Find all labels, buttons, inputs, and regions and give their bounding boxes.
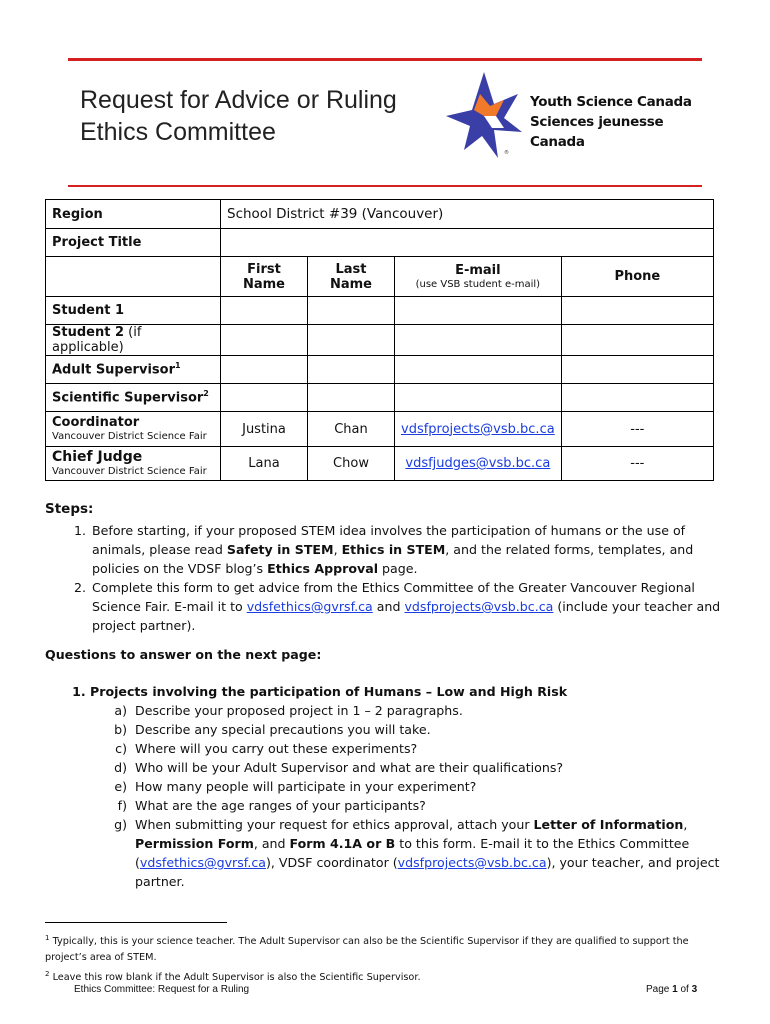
student-1-label: Student 1	[46, 297, 221, 325]
adult-supervisor-first[interactable]	[221, 356, 308, 384]
registered-mark: ®	[504, 150, 509, 156]
adult-supervisor-last[interactable]	[308, 356, 395, 384]
ethics-approval: Ethics Approval	[267, 561, 379, 576]
adult-supervisor-label	[46, 356, 221, 384]
region-value[interactable]: School District #39 (Vancouver)	[221, 200, 714, 229]
scientific-supervisor-email[interactable]	[395, 384, 562, 412]
chief-judge-sub: Vancouver District Science Fair	[52, 466, 207, 477]
row-student-2	[46, 325, 714, 356]
row-coordinator	[46, 412, 714, 447]
title-line-2: Ethics Committee	[80, 118, 276, 146]
q1-item-b: b. Describe any special precautions you will take.	[135, 720, 725, 739]
q1-item-d: d. Who will be your Adult Supervisor and what are their qualifications?	[135, 758, 725, 777]
step-2: 2. Complete this form to get advice from the Ethics Committee of the Greater Vancouver Regional Science Fair. E-mail it to vdsfethics@gvrsf.ca and vdsfprojects@vsb.bc.ca (include your teacher and project partner).	[90, 578, 725, 635]
footnotes	[45, 930, 725, 986]
chief-judge-email-link[interactable]: vdsfjudges@vsb.bc.ca	[395, 447, 562, 481]
q1-item-a: a. Describe your proposed project in 1 – 2 paragraphs.	[135, 701, 725, 720]
logo-wordmark	[530, 92, 704, 152]
question-section	[45, 682, 725, 891]
adult-supervisor-email[interactable]	[395, 356, 562, 384]
projects-email-link[interactable]: vdsfprojects@vsb.bc.ca	[404, 599, 554, 614]
student-2-first[interactable]	[221, 325, 308, 356]
question-1-items	[90, 701, 725, 891]
questions-list	[45, 682, 725, 891]
scientific-supervisor-label	[46, 384, 221, 412]
student-2-email[interactable]	[395, 325, 562, 356]
footnote-divider	[45, 922, 227, 923]
project-title-label: Project Title	[46, 229, 221, 257]
questions-heading: Questions to answer on the next page:	[45, 647, 322, 662]
q1-item-e: e. How many people will participate in your experiment?	[135, 777, 725, 796]
col-last-name: Last Name	[308, 257, 395, 297]
q1-item-c: c. Where will you carry out these experiments?	[135, 739, 725, 758]
instructions-body	[45, 500, 725, 891]
footnote-ref-2[interactable]: 2	[203, 389, 209, 399]
col-email-note: (use VSB student e-mail)	[415, 278, 541, 290]
star-logo-icon	[444, 70, 524, 165]
chief-judge-phone: ---	[561, 447, 713, 481]
youth-science-canada-logo	[444, 70, 704, 165]
row-project-title	[46, 229, 714, 257]
student-2-last[interactable]	[308, 325, 395, 356]
adult-supervisor-text: Adult Supervisor	[52, 362, 175, 378]
coordinator-email-link[interactable]: vdsfprojects@vsb.bc.ca	[395, 412, 562, 447]
header-top-rule	[68, 58, 702, 61]
col-email-label: E-mail	[455, 262, 501, 278]
chief-judge-last: Chow	[308, 447, 395, 481]
student-1-last[interactable]	[308, 297, 395, 325]
col-email	[395, 257, 562, 297]
footer-page-number: Page 1 of 3	[646, 984, 698, 995]
logo-line-1: Youth Science Canada	[530, 94, 692, 110]
scientific-supervisor-text: Scientific Supervisor	[52, 390, 204, 406]
g-projects-email-link[interactable]: vdsfprojects@vsb.bc.ca	[397, 855, 547, 870]
coordinator-title: Coordinator	[52, 415, 140, 430]
question-1	[90, 682, 725, 891]
ethics-in-stem: Ethics in STEM	[341, 542, 446, 557]
coordinator-first: Justina	[221, 412, 308, 447]
student-1-phone[interactable]	[561, 297, 713, 325]
blank-header-cell	[46, 257, 221, 297]
g-ethics-email-link[interactable]: vdsfethics@gvrsf.ca	[139, 855, 266, 870]
logo-line-2: Sciences jeunesse Canada	[530, 114, 664, 150]
student-2-text: Student 2	[52, 325, 124, 340]
step-1: 1. Before starting, if your proposed STEM idea involves the participation of humans or the use of animals, please read Safety in STEM, Ethics in STEM, and the related forms, templates, and policies on the VDSF blog’s Ethics Approval page.	[90, 521, 725, 578]
row-adult-supervisor	[46, 356, 714, 384]
scientific-supervisor-last[interactable]	[308, 384, 395, 412]
chief-judge-label	[46, 447, 221, 481]
title-line-1: Request for Advice or Ruling	[80, 86, 397, 114]
col-phone: Phone	[561, 257, 713, 297]
row-chief-judge	[46, 447, 714, 481]
coordinator-label	[46, 412, 221, 447]
steps-list	[45, 521, 725, 635]
row-region	[46, 200, 714, 229]
footnote-ref-1[interactable]: 1	[174, 361, 181, 371]
student-1-first[interactable]	[221, 297, 308, 325]
q1-item-g: g. When submitting your request for ethics approval, attach your Letter of Information, Permission Form, and Form 4.1A or B to this form. E-mail it to the Ethics Committee (vdsfethics@gvrsf.ca), VDSF coordinator (vdsfprojects@vsb.bc.ca), your teacher, and project partner.	[135, 815, 725, 891]
participant-info-table	[45, 199, 714, 481]
student-1-email[interactable]	[395, 297, 562, 325]
coordinator-last: Chan	[308, 412, 395, 447]
chief-judge-first: Lana	[221, 447, 308, 481]
student-2-note: (if applicable)	[52, 325, 142, 355]
row-column-headers	[46, 257, 714, 297]
student-2-phone[interactable]	[561, 325, 713, 356]
region-label: Region	[46, 200, 221, 229]
footnote-1: $^1$ Typically, this is your science teacher. The Adult Supervisor can also be the Scientific Supervisor if they are qualified to support the project’s area of STEM.	[45, 934, 689, 964]
chief-judge-title: Chief Judge	[52, 449, 143, 465]
scientific-supervisor-phone[interactable]	[561, 384, 713, 412]
question-1-title: Projects involving the participation of Humans – Low and High Risk	[90, 684, 568, 699]
page-title	[80, 84, 397, 148]
footer-doc-title: Ethics Committee: Request for a Ruling	[74, 984, 250, 995]
coordinator-sub: Vancouver District Science Fair	[52, 431, 207, 442]
steps-heading: Steps:	[45, 501, 94, 517]
safety-in-stem: Safety in STEM	[226, 542, 334, 557]
student-2-label	[46, 325, 221, 356]
row-student-1	[46, 297, 714, 325]
adult-supervisor-phone[interactable]	[561, 356, 713, 384]
header-bottom-rule	[68, 185, 702, 187]
scientific-supervisor-first[interactable]	[221, 384, 308, 412]
coordinator-phone: ---	[561, 412, 713, 447]
row-scientific-supervisor	[46, 384, 714, 412]
q1-item-f: f. What are the age ranges of your participants?	[135, 796, 725, 815]
project-title-field[interactable]	[221, 229, 714, 257]
col-first-name: First Name	[221, 257, 308, 297]
ethics-email-link[interactable]: vdsfethics@gvrsf.ca	[246, 599, 373, 614]
footnote-2: $^2$ Leave this row blank if the Adult Supervisor is also the Scientific Supervisor.	[45, 970, 421, 984]
